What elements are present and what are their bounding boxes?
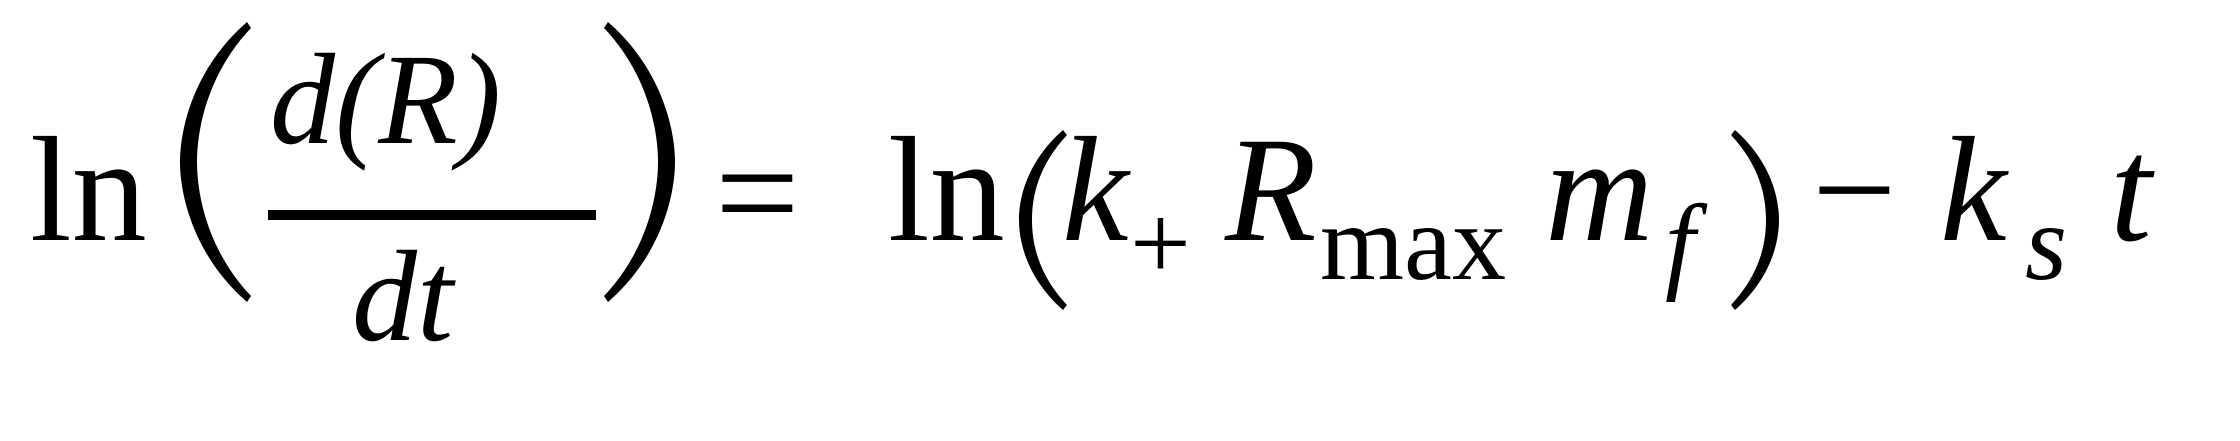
- right-paren-icon: [1728, 130, 1783, 310]
- fraction-denominator: dt: [352, 225, 454, 369]
- ks-subscript-s: s: [2025, 184, 2068, 303]
- m-subscript-f: f: [1665, 184, 1696, 303]
- m-symbol: m: [1545, 107, 1654, 273]
- k-symbol: k: [1062, 107, 1129, 273]
- t-symbol: t: [2110, 107, 2152, 273]
- r-subscript-max: max: [1320, 184, 1506, 303]
- ln-left: ln: [30, 107, 147, 273]
- ln-right: ln: [888, 107, 1005, 273]
- r-symbol: R: [1225, 107, 1317, 273]
- left-big-paren-icon: [175, 22, 255, 302]
- k-subscript-plus: +: [1130, 184, 1191, 303]
- fraction-bar: [268, 210, 596, 220]
- equals-sign: =: [715, 110, 800, 276]
- fraction-numerator: d(R): [270, 28, 501, 172]
- right-big-paren-icon: [600, 22, 680, 302]
- ks-symbol: k: [1940, 107, 2007, 273]
- minus-sign: −: [1812, 107, 1897, 273]
